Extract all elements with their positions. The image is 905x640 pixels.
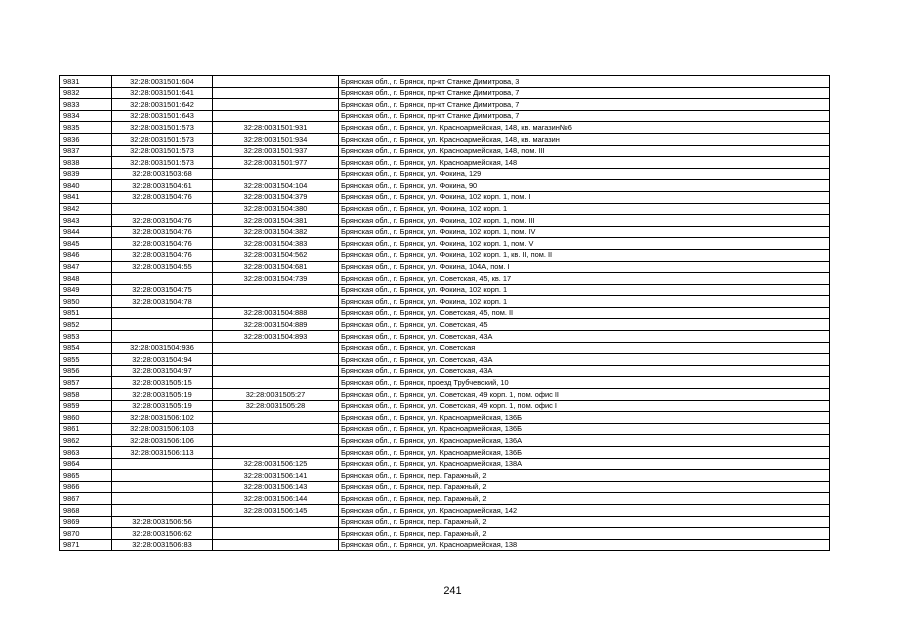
object-cadastral-cell: 32:28:0031504:383	[213, 238, 339, 250]
object-cadastral-cell: 32:28:0031504:381	[213, 215, 339, 227]
parcel-cadastral-cell: 32:28:0031504:76	[112, 226, 213, 238]
parcel-cadastral-cell: 32:28:0031504:936	[112, 342, 213, 354]
table-row	[60, 389, 830, 401]
row-number-cell: 9833	[60, 99, 112, 111]
row-number-cell: 9859	[60, 400, 112, 412]
table-row	[60, 435, 830, 447]
object-cadastral-cell	[213, 365, 339, 377]
object-cadastral-cell	[213, 516, 339, 528]
parcel-cadastral-cell: 32:28:0031506:102	[112, 412, 213, 424]
address-cell: Брянская обл., г. Брянск, пер. Гаражный, 2	[339, 493, 830, 505]
object-cadastral-cell	[213, 528, 339, 540]
address-cell: Брянская обл., г. Брянск, ул. Советская, 43А	[339, 354, 830, 366]
row-number-cell: 9850	[60, 296, 112, 308]
address-cell: Брянская обл., г. Брянск, ул. Советская, 45, пом. II	[339, 307, 830, 319]
table-row	[60, 400, 830, 412]
address-cell: Брянская обл., г. Брянск, ул. Фокина, 90	[339, 180, 830, 192]
parcel-cadastral-cell: 32:28:0031501:641	[112, 87, 213, 99]
parcel-cadastral-cell: 32:28:0031506:83	[112, 539, 213, 551]
object-cadastral-cell	[213, 342, 339, 354]
object-cadastral-cell: 32:28:0031501:977	[213, 157, 339, 169]
object-cadastral-cell	[213, 110, 339, 122]
parcel-cadastral-cell: 32:28:0031501:573	[112, 157, 213, 169]
parcel-cadastral-cell	[112, 319, 213, 331]
address-cell: Брянская обл., г. Брянск, ул. Красноармейская, 148, кв. магазин№6	[339, 122, 830, 134]
address-cell: Брянская обл., г. Брянск, ул. Фокина, 102 корп. 1, кв. II, пом. II	[339, 249, 830, 261]
table-row	[60, 226, 830, 238]
object-cadastral-cell: 32:28:0031504:889	[213, 319, 339, 331]
address-cell: Брянская обл., г. Брянск, пер. Гаражный, 2	[339, 528, 830, 540]
object-cadastral-cell: 32:28:0031506:145	[213, 504, 339, 516]
table-row	[60, 110, 830, 122]
table-row	[60, 133, 830, 145]
address-cell: Брянская обл., г. Брянск, пр-кт Станке Димитрова, 7	[339, 110, 830, 122]
object-cadastral-cell	[213, 296, 339, 308]
table-row	[60, 157, 830, 169]
parcel-cadastral-cell: 32:28:0031503:68	[112, 168, 213, 180]
row-number-cell: 9855	[60, 354, 112, 366]
row-number-cell: 9837	[60, 145, 112, 157]
object-cadastral-cell: 32:28:0031504:739	[213, 273, 339, 285]
parcel-cadastral-cell: 32:28:0031506:103	[112, 423, 213, 435]
row-number-cell: 9857	[60, 377, 112, 389]
parcel-cadastral-cell: 32:28:0031504:55	[112, 261, 213, 273]
parcel-cadastral-cell: 32:28:0031505:15	[112, 377, 213, 389]
parcel-cadastral-cell: 32:28:0031501:642	[112, 99, 213, 111]
table-row	[60, 122, 830, 134]
parcel-cadastral-cell: 32:28:0031504:61	[112, 180, 213, 192]
object-cadastral-cell: 32:28:0031501:934	[213, 133, 339, 145]
address-cell: Брянская обл., г. Брянск, пр-кт Станке Димитрова, 7	[339, 99, 830, 111]
address-cell: Брянская обл., г. Брянск, ул. Красноармейская, 142	[339, 504, 830, 516]
parcel-cadastral-cell	[112, 273, 213, 285]
table-row	[60, 191, 830, 203]
address-cell: Брянская обл., г. Брянск, пр-кт Станке Димитрова, 3	[339, 76, 830, 88]
address-cell: Брянская обл., г. Брянск, ул. Красноармейская, 148, пом. III	[339, 145, 830, 157]
row-number-cell: 9841	[60, 191, 112, 203]
table-row	[60, 447, 830, 459]
row-number-cell: 9835	[60, 122, 112, 134]
table-row	[60, 470, 830, 482]
object-cadastral-cell	[213, 539, 339, 551]
row-number-cell: 9863	[60, 447, 112, 459]
address-cell: Брянская обл., г. Брянск, ул. Фокина, 102 корп. 1, пом. III	[339, 215, 830, 227]
object-cadastral-cell	[213, 87, 339, 99]
registry-table	[59, 75, 830, 551]
row-number-cell: 9838	[60, 157, 112, 169]
parcel-cadastral-cell: 32:28:0031506:113	[112, 447, 213, 459]
parcel-cadastral-cell: 32:28:0031504:76	[112, 215, 213, 227]
parcel-cadastral-cell	[112, 481, 213, 493]
parcel-cadastral-cell: 32:28:0031501:573	[112, 145, 213, 157]
address-cell: Брянская обл., г. Брянск, ул. Красноармейская, 148	[339, 157, 830, 169]
row-number-cell: 9839	[60, 168, 112, 180]
table-row	[60, 377, 830, 389]
row-number-cell: 9867	[60, 493, 112, 505]
table-row	[60, 249, 830, 261]
object-cadastral-cell: 32:28:0031505:27	[213, 389, 339, 401]
object-cadastral-cell: 32:28:0031506:143	[213, 481, 339, 493]
parcel-cadastral-cell: 32:28:0031504:78	[112, 296, 213, 308]
parcel-cadastral-cell: 32:28:0031504:76	[112, 249, 213, 261]
object-cadastral-cell	[213, 168, 339, 180]
parcel-cadastral-cell: 32:28:0031501:643	[112, 110, 213, 122]
table-row	[60, 238, 830, 250]
parcel-cadastral-cell: 32:28:0031501:573	[112, 133, 213, 145]
parcel-cadastral-cell: 32:28:0031505:19	[112, 400, 213, 412]
parcel-cadastral-cell: 32:28:0031506:56	[112, 516, 213, 528]
parcel-cadastral-cell: 32:28:0031506:62	[112, 528, 213, 540]
table-row	[60, 87, 830, 99]
table-row	[60, 319, 830, 331]
address-cell: Брянская обл., г. Брянск, ул. Красноармейская, 138А	[339, 458, 830, 470]
row-number-cell: 9860	[60, 412, 112, 424]
address-cell: Брянская обл., г. Брянск, ул. Красноармейская, 136Б	[339, 423, 830, 435]
parcel-cadastral-cell	[112, 470, 213, 482]
row-number-cell: 9851	[60, 307, 112, 319]
address-cell: Брянская обл., г. Брянск, пр-кт Станке Димитрова, 7	[339, 87, 830, 99]
table-row	[60, 261, 830, 273]
object-cadastral-cell: 32:28:0031504:888	[213, 307, 339, 319]
table-row	[60, 284, 830, 296]
address-cell: Брянская обл., г. Брянск, ул. Фокина, 129	[339, 168, 830, 180]
object-cadastral-cell	[213, 377, 339, 389]
parcel-cadastral-cell: 32:28:0031505:19	[112, 389, 213, 401]
object-cadastral-cell	[213, 412, 339, 424]
address-cell: Брянская обл., г. Брянск, ул. Советская	[339, 342, 830, 354]
address-cell: Брянская обл., г. Брянск, проезд Трубчевский, 10	[339, 377, 830, 389]
parcel-cadastral-cell: 32:28:0031506:106	[112, 435, 213, 447]
table-row	[60, 528, 830, 540]
address-cell: Брянская обл., г. Брянск, ул. Советская, 49 корп. 1, пом. офис I	[339, 400, 830, 412]
parcel-cadastral-cell	[112, 504, 213, 516]
table-row	[60, 539, 830, 551]
parcel-cadastral-cell: 32:28:0031501:604	[112, 76, 213, 88]
row-number-cell: 9853	[60, 331, 112, 343]
parcel-cadastral-cell: 32:28:0031504:76	[112, 191, 213, 203]
row-number-cell: 9861	[60, 423, 112, 435]
row-number-cell: 9831	[60, 76, 112, 88]
table-row	[60, 168, 830, 180]
object-cadastral-cell: 32:28:0031504:382	[213, 226, 339, 238]
address-cell: Брянская обл., г. Брянск, ул. Фокина, 102 корп. 1	[339, 284, 830, 296]
parcel-cadastral-cell: 32:28:0031501:573	[112, 122, 213, 134]
address-cell: Брянская обл., г. Брянск, ул. Красноармейская, 136А	[339, 435, 830, 447]
row-number-cell: 9868	[60, 504, 112, 516]
table-row	[60, 99, 830, 111]
table-row	[60, 76, 830, 88]
address-cell: Брянская обл., г. Брянск, ул. Красноармейская, 136Б	[339, 447, 830, 459]
row-number-cell: 9864	[60, 458, 112, 470]
parcel-cadastral-cell	[112, 493, 213, 505]
object-cadastral-cell: 32:28:0031504:104	[213, 180, 339, 192]
table-row	[60, 493, 830, 505]
object-cadastral-cell: 32:28:0031506:141	[213, 470, 339, 482]
object-cadastral-cell: 32:28:0031501:937	[213, 145, 339, 157]
table-row	[60, 423, 830, 435]
object-cadastral-cell: 32:28:0031506:144	[213, 493, 339, 505]
parcel-cadastral-cell: 32:28:0031504:76	[112, 238, 213, 250]
row-number-cell: 9848	[60, 273, 112, 285]
table-row	[60, 516, 830, 528]
address-cell: Брянская обл., г. Брянск, ул. Фокина, 102 корп. 1	[339, 296, 830, 308]
object-cadastral-cell: 32:28:0031504:562	[213, 249, 339, 261]
address-cell: Брянская обл., г. Брянск, ул. Фокина, 102 корп. 1	[339, 203, 830, 215]
table-row	[60, 481, 830, 493]
address-cell: Брянская обл., г. Брянск, ул. Красноармейская, 148, кв. магазин	[339, 133, 830, 145]
object-cadastral-cell: 32:28:0031504:681	[213, 261, 339, 273]
page-number: 241	[443, 585, 462, 597]
address-cell: Брянская обл., г. Брянск, ул. Фокина, 102 корп. 1, пом. I	[339, 191, 830, 203]
object-cadastral-cell: 32:28:0031504:379	[213, 191, 339, 203]
table-row	[60, 203, 830, 215]
row-number-cell: 9834	[60, 110, 112, 122]
table-row	[60, 145, 830, 157]
table-row	[60, 180, 830, 192]
object-cadastral-cell: 32:28:0031504:380	[213, 203, 339, 215]
address-cell: Брянская обл., г. Брянск, пер. Гаражный, 2	[339, 470, 830, 482]
row-number-cell: 9844	[60, 226, 112, 238]
address-cell: Брянская обл., г. Брянск, пер. Гаражный, 2	[339, 481, 830, 493]
object-cadastral-cell: 32:28:0031504:893	[213, 331, 339, 343]
parcel-cadastral-cell	[112, 307, 213, 319]
row-number-cell: 9858	[60, 389, 112, 401]
table-row	[60, 504, 830, 516]
registry-table-body	[60, 76, 830, 551]
parcel-cadastral-cell	[112, 203, 213, 215]
object-cadastral-cell	[213, 423, 339, 435]
row-number-cell: 9836	[60, 133, 112, 145]
address-cell: Брянская обл., г. Брянск, ул. Советская, 43А	[339, 365, 830, 377]
row-number-cell: 9856	[60, 365, 112, 377]
row-number-cell: 9870	[60, 528, 112, 540]
row-number-cell: 9847	[60, 261, 112, 273]
table-row	[60, 365, 830, 377]
object-cadastral-cell	[213, 447, 339, 459]
parcel-cadastral-cell	[112, 458, 213, 470]
address-cell: Брянская обл., г. Брянск, ул. Фокина, 102 корп. 1, пом. IV	[339, 226, 830, 238]
table-row	[60, 458, 830, 470]
table-row	[60, 342, 830, 354]
address-cell: Брянская обл., г. Брянск, ул. Фокина, 102 корп. 1, пом. V	[339, 238, 830, 250]
address-cell: Брянская обл., г. Брянск, ул. Советская, 43А	[339, 331, 830, 343]
object-cadastral-cell	[213, 435, 339, 447]
table-row	[60, 354, 830, 366]
row-number-cell: 9871	[60, 539, 112, 551]
address-cell: Брянская обл., г. Брянск, ул. Красноармейская, 138	[339, 539, 830, 551]
row-number-cell: 9866	[60, 481, 112, 493]
object-cadastral-cell: 32:28:0031505:28	[213, 400, 339, 412]
table-row	[60, 331, 830, 343]
address-cell: Брянская обл., г. Брянск, пер. Гаражный, 2	[339, 516, 830, 528]
table-row	[60, 273, 830, 285]
table-row	[60, 296, 830, 308]
object-cadastral-cell: 32:28:0031501:931	[213, 122, 339, 134]
address-cell: Брянская обл., г. Брянск, ул. Советская, 45, кв. 17	[339, 273, 830, 285]
parcel-cadastral-cell: 32:28:0031504:97	[112, 365, 213, 377]
row-number-cell: 9840	[60, 180, 112, 192]
address-cell: Брянская обл., г. Брянск, ул. Советская, 49 корп. 1, пом. офис II	[339, 389, 830, 401]
row-number-cell: 9854	[60, 342, 112, 354]
address-cell: Брянская обл., г. Брянск, ул. Фокина, 104А, пом. I	[339, 261, 830, 273]
row-number-cell: 9846	[60, 249, 112, 261]
row-number-cell: 9849	[60, 284, 112, 296]
object-cadastral-cell	[213, 99, 339, 111]
row-number-cell: 9869	[60, 516, 112, 528]
object-cadastral-cell	[213, 284, 339, 296]
row-number-cell: 9862	[60, 435, 112, 447]
object-cadastral-cell	[213, 354, 339, 366]
row-number-cell: 9845	[60, 238, 112, 250]
address-cell: Брянская обл., г. Брянск, ул. Советская, 45	[339, 319, 830, 331]
row-number-cell: 9843	[60, 215, 112, 227]
table-row	[60, 412, 830, 424]
row-number-cell: 9832	[60, 87, 112, 99]
row-number-cell: 9852	[60, 319, 112, 331]
address-cell: Брянская обл., г. Брянск, ул. Красноармейская, 136Б	[339, 412, 830, 424]
table-row	[60, 307, 830, 319]
parcel-cadastral-cell: 32:28:0031504:75	[112, 284, 213, 296]
object-cadastral-cell: 32:28:0031506:125	[213, 458, 339, 470]
parcel-cadastral-cell: 32:28:0031504:94	[112, 354, 213, 366]
object-cadastral-cell	[213, 76, 339, 88]
table-row	[60, 215, 830, 227]
row-number-cell: 9865	[60, 470, 112, 482]
row-number-cell: 9842	[60, 203, 112, 215]
parcel-cadastral-cell	[112, 331, 213, 343]
